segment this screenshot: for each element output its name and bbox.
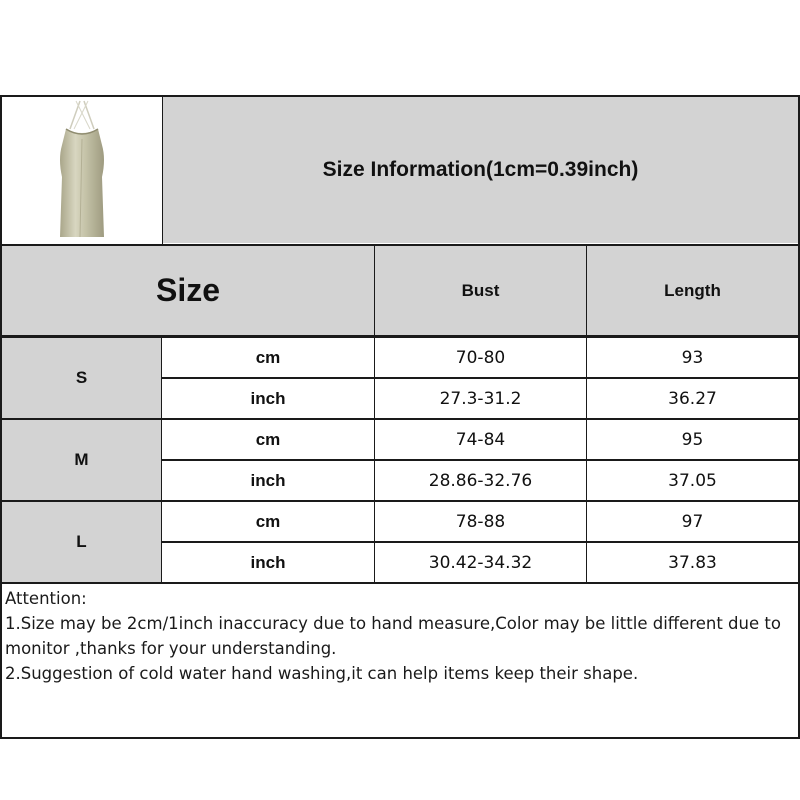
border-line xyxy=(162,97,163,245)
size-cell-l xyxy=(2,502,161,582)
length-header: Length xyxy=(664,280,721,300)
bust-header-cell xyxy=(375,246,586,335)
bust-value xyxy=(375,543,586,582)
border-line xyxy=(161,338,162,584)
bust-value xyxy=(375,379,586,418)
border-line xyxy=(0,418,800,420)
border-line xyxy=(0,244,800,246)
unit-label: cm xyxy=(255,511,281,531)
border-line xyxy=(162,459,798,461)
size-label: S xyxy=(75,368,88,387)
size-header: Size xyxy=(155,272,221,308)
attention-notes xyxy=(5,586,797,686)
bust-header: Bust xyxy=(461,280,500,300)
length-value xyxy=(587,502,798,541)
length-value xyxy=(587,379,798,418)
size-label: L xyxy=(76,532,87,551)
bust-value xyxy=(375,502,586,541)
size-cell-s xyxy=(2,338,161,418)
table-row xyxy=(162,502,374,541)
unit-label: cm xyxy=(255,429,281,449)
table-row xyxy=(162,338,374,377)
length-value-text: 36.27 xyxy=(668,388,717,409)
title-cell xyxy=(163,97,798,243)
bust-value xyxy=(375,420,586,459)
length-value-text: 37.05 xyxy=(668,470,717,491)
unit-label: inch xyxy=(250,552,286,572)
length-value xyxy=(587,543,798,582)
bust-value-text: 78-88 xyxy=(455,511,506,532)
border-line xyxy=(0,95,2,739)
bust-value-text: 70-80 xyxy=(455,347,506,368)
table-row xyxy=(162,461,374,500)
length-value xyxy=(587,461,798,500)
length-value-text: 37.83 xyxy=(668,552,717,573)
size-header-cell xyxy=(2,246,374,335)
table-row xyxy=(162,379,374,418)
attention-line: monitor ,thanks for your understanding. xyxy=(5,639,337,658)
border-line xyxy=(162,541,798,543)
page-title: Size Information(1cm=0.39inch) xyxy=(322,158,639,181)
border-line xyxy=(374,246,375,584)
size-label: M xyxy=(74,450,89,469)
bust-value-text: 27.3-31.2 xyxy=(439,388,522,409)
length-value-text: 95 xyxy=(681,429,704,450)
dress-image xyxy=(22,99,142,241)
bust-value xyxy=(375,338,586,377)
unit-label: inch xyxy=(250,388,286,408)
product-photo-cell xyxy=(2,97,162,243)
bust-value xyxy=(375,461,586,500)
attention-line: 1.Size may be 2cm/1inch inaccuracy due to hand measure,Color may be little different due to xyxy=(5,614,781,633)
unit-label: inch xyxy=(250,470,286,490)
border-line xyxy=(0,737,800,739)
size-cell-m xyxy=(2,420,161,500)
length-value-text: 93 xyxy=(681,347,704,368)
border-line xyxy=(0,95,800,97)
unit-label: cm xyxy=(255,347,281,367)
length-value-text: 97 xyxy=(681,511,704,532)
attention-heading: Attention: xyxy=(5,589,87,608)
border-line xyxy=(0,500,800,502)
length-value xyxy=(587,420,798,459)
table-row xyxy=(162,420,374,459)
border-line xyxy=(162,377,798,379)
attention-line: 2.Suggestion of cold water hand washing,it can help items keep their shape. xyxy=(5,664,639,683)
length-value xyxy=(587,338,798,377)
border-line xyxy=(0,335,800,338)
bust-value-text: 28.86-32.76 xyxy=(428,470,533,491)
bust-value-text: 74-84 xyxy=(455,429,506,450)
border-line xyxy=(586,246,587,584)
table-row xyxy=(162,543,374,582)
border-line xyxy=(0,582,800,584)
bust-value-text: 30.42-34.32 xyxy=(428,552,533,573)
length-header-cell xyxy=(587,246,798,335)
